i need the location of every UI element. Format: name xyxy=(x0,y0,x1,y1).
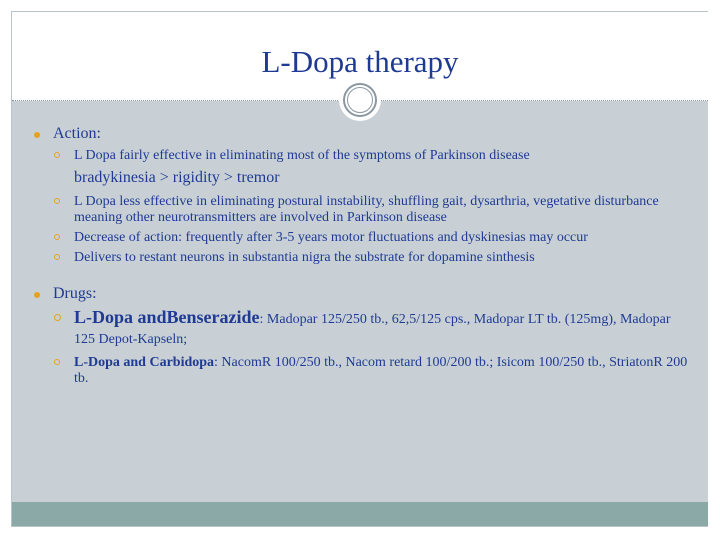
list-item: Delivers to restant neurons in substantia nigra the substrate for dopamine sinthesis xyxy=(34,250,689,266)
filled-bullet-icon xyxy=(34,292,40,298)
list-item-continuation: bradykinesia > rigidity > tremor xyxy=(74,169,280,186)
list-item: Decrease of action: frequently after 3-5 years motor fluctuations and dyskinesias may occur xyxy=(34,230,689,246)
list-item: L Dopa fairly effective in eliminating most of the symptoms of Parkinson disease xyxy=(34,148,689,164)
list-item: L-Dopa and Carbidopa: NacomR 100/250 tb., Nacom retard 100/200 tb.; Isicom 100/250 tb., StriatonR 200 tb. xyxy=(34,355,689,387)
bottom-bar xyxy=(12,502,708,526)
ring-bullet-icon xyxy=(54,198,60,204)
list-item: L Dopa less effective in eliminating postural instability, shuffling gait, dysarthria, vegetative disturbance meaning other neurotransmitters are involved in Parkinson disease xyxy=(34,194,689,226)
drug-name: L-Dopa and Carbidopa xyxy=(74,355,215,370)
ring-bullet-icon xyxy=(54,152,60,158)
filled-bullet-icon xyxy=(34,132,40,138)
ring-bullet-icon xyxy=(54,234,60,240)
ring-bullet-icon xyxy=(54,314,61,321)
section-heading-action: Action: xyxy=(34,124,689,144)
ring-bullet-icon xyxy=(54,359,60,365)
slide-title: L-Dopa therapy xyxy=(261,44,459,79)
circle-ornament-icon xyxy=(338,78,382,122)
section-heading-drugs: Drugs: xyxy=(34,284,689,304)
list-item: L-Dopa andBenserazide: Madopar 125/250 tb., 62,5/125 cps., Madopar LT tb. (125mg), Madopar 125 Depot-Kapseln; xyxy=(34,308,689,349)
drug-name: L-Dopa andBenserazide xyxy=(74,307,260,327)
slide-body xyxy=(34,124,689,391)
ring-bullet-icon xyxy=(54,254,60,260)
